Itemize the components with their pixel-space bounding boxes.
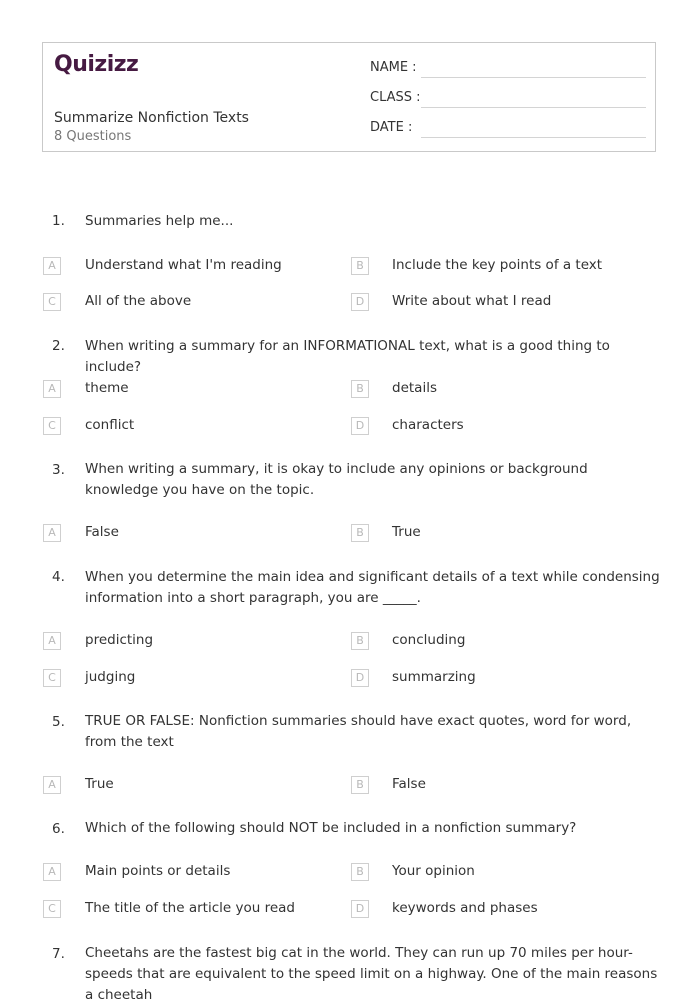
- option-b-marker[interactable]: B: [351, 380, 369, 398]
- option-a-text: Main points or details: [85, 863, 231, 879]
- option-b-marker[interactable]: B: [351, 863, 369, 881]
- question-text: When you determine the main idea and significant details of a text while condensing information into a short paragraph, you are _____.: [85, 569, 660, 606]
- question-number: 5.: [52, 714, 65, 730]
- date-line: [421, 137, 646, 138]
- option-a-text: Understand what I'm reading: [85, 257, 282, 273]
- option-d-marker[interactable]: D: [351, 669, 369, 687]
- option-c-marker[interactable]: C: [43, 417, 61, 435]
- option-d-marker[interactable]: D: [351, 900, 369, 918]
- question-number: 1.: [52, 213, 65, 229]
- option-b-text: Your opinion: [392, 863, 475, 879]
- class-line: [421, 107, 646, 108]
- question-number: 7.: [52, 946, 65, 962]
- date-label: DATE :: [370, 120, 413, 135]
- worksheet-header: [42, 42, 656, 152]
- option-c-marker[interactable]: C: [43, 900, 61, 918]
- question-count: 8 Questions: [54, 129, 132, 144]
- option-c-marker[interactable]: C: [43, 293, 61, 311]
- option-a-marker[interactable]: A: [43, 632, 61, 650]
- option-b-text: details: [392, 380, 437, 396]
- question-number: 4.: [52, 569, 65, 585]
- option-b-text: concluding: [392, 632, 466, 648]
- question-number: 6.: [52, 821, 65, 837]
- option-b-marker[interactable]: B: [351, 776, 369, 794]
- option-d-text: keywords and phases: [392, 900, 538, 916]
- question-text: TRUE OR FALSE: Nonfiction summaries should have exact quotes, word for word, from the text: [85, 713, 632, 750]
- option-a-marker[interactable]: A: [43, 524, 61, 542]
- option-b-marker[interactable]: B: [351, 257, 369, 275]
- option-b-marker[interactable]: B: [351, 632, 369, 650]
- question-text: When writing a summary for an INFORMATIONAL text, what is a good thing to include?: [85, 338, 610, 375]
- option-a-text: True: [85, 776, 114, 792]
- option-d-text: Write about what I read: [392, 293, 552, 309]
- question-text: Which of the following should NOT be included in a nonfiction summary?: [85, 820, 577, 836]
- name-label: NAME :: [370, 60, 417, 75]
- class-label: CLASS :: [370, 90, 421, 105]
- option-c-text: conflict: [85, 417, 135, 433]
- option-c-text: All of the above: [85, 293, 192, 309]
- option-a-text: theme: [85, 380, 129, 396]
- name-field[interactable]: [370, 60, 646, 80]
- option-c-text: The title of the article you read: [85, 900, 295, 916]
- worksheet-title: Summarize Nonfiction Texts: [54, 110, 249, 126]
- option-c-text: judging: [85, 669, 136, 685]
- option-d-text: summarzing: [392, 669, 476, 685]
- option-b-text: True: [392, 524, 421, 540]
- option-d-text: characters: [392, 417, 464, 433]
- question-text: When writing a summary, it is okay to include any opinions or background knowledge you have on the topic.: [85, 461, 588, 498]
- date-field[interactable]: [370, 120, 646, 140]
- question-number: 3.: [52, 462, 65, 478]
- question-text: Summaries help me...: [85, 213, 234, 229]
- option-b-text: False: [392, 776, 426, 792]
- option-a-text: predicting: [85, 632, 154, 648]
- option-d-marker[interactable]: D: [351, 293, 369, 311]
- name-line: [421, 77, 646, 78]
- class-field[interactable]: [370, 90, 646, 110]
- option-d-marker[interactable]: D: [351, 417, 369, 435]
- option-c-marker[interactable]: C: [43, 669, 61, 687]
- question-number: 2.: [52, 338, 65, 354]
- question-text: Cheetahs are the fastest big cat in the world. They can run up 70 miles per hour- speeds that are equivalent to the speed limit on a highway. One of the main reasons a cheetah: [85, 945, 658, 1003]
- option-a-marker[interactable]: A: [43, 257, 61, 275]
- option-b-marker[interactable]: B: [351, 524, 369, 542]
- option-b-text: Include the key points of a text: [392, 257, 603, 273]
- option-a-marker[interactable]: A: [43, 776, 61, 794]
- option-a-marker[interactable]: A: [43, 380, 61, 398]
- option-a-marker[interactable]: A: [43, 863, 61, 881]
- option-a-text: False: [85, 524, 119, 540]
- quizizz-logo: Quizizz: [54, 52, 139, 77]
